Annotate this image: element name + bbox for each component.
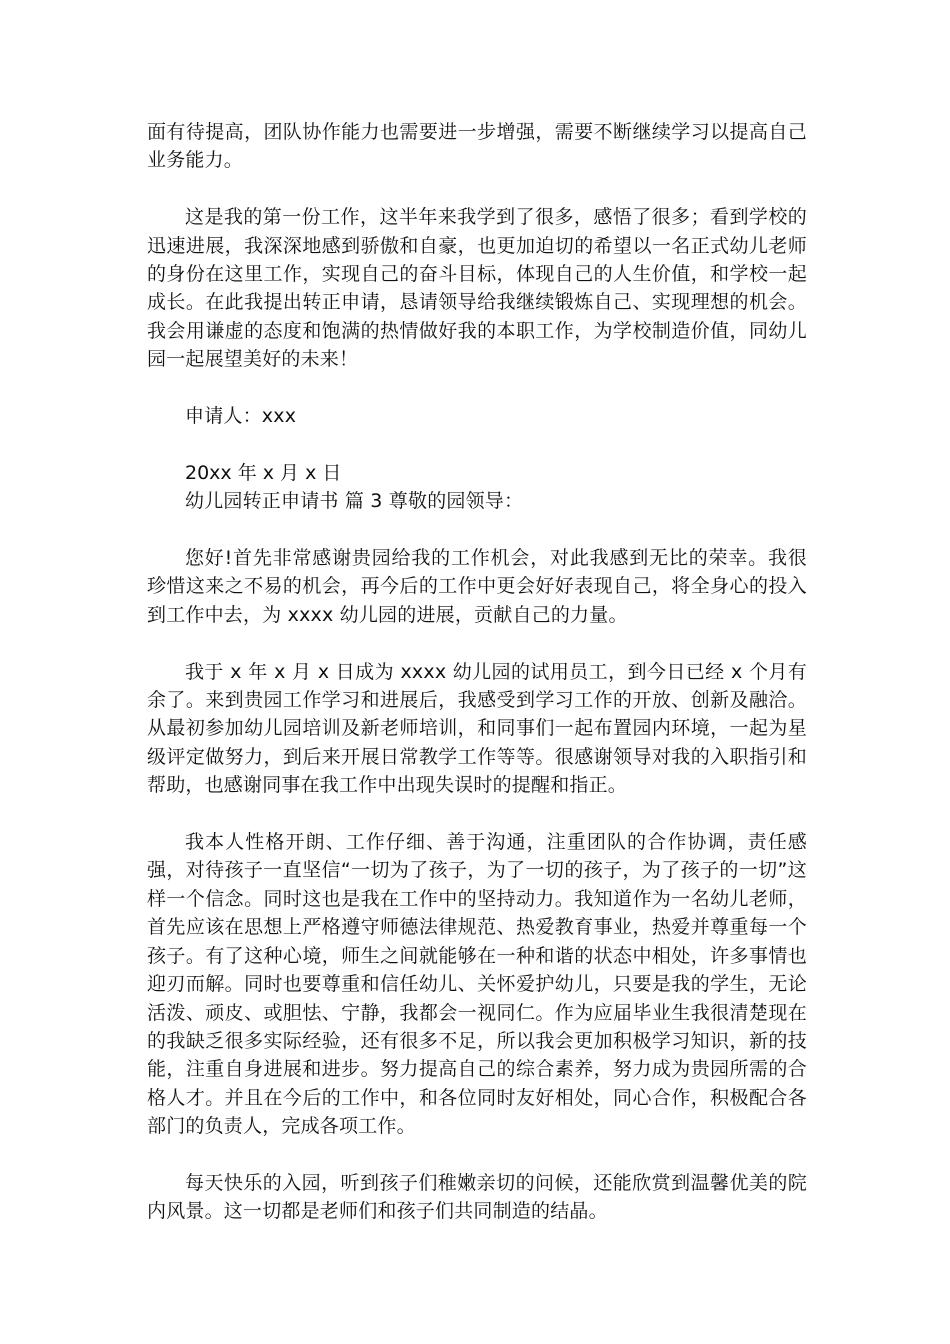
paragraph-continuation: 面有待提高，团队协作能力也需要进一步增强，需要不断继续学习以提高自己业务能力。 [147,121,807,172]
date-line: 20xx 年 x 月 x 日 [185,461,342,484]
applicant-line: 申请人：xxx [185,405,297,428]
paragraph-first-job: 这是我的第一份工作，这半年来我学到了很多，感悟了很多；看到学校的迅速进展，我深深地感到骄傲和自豪，也更加迫切的希望以一名正式幼儿老师的身份在这里工作，实现自己的奋斗目标，体现自己的人生价值，和学校一起成长。在此我提出转正申请，恳请领导给我继续锻炼自己、实现理想的机会。我会用谦虚的态度和饱满的热情做好我的本职工作，为学校制造价值，同幼儿园一起展望美好的未来！ [147,206,807,371]
section-heading-salutation: 幼儿园转正申请书 篇 3 尊敬的园领导： [185,490,524,513]
paragraph-probation: 我于 x 年 x 月 x 日成为 xxxx 幼儿园的试用员工，到今日已经 x 个月有余了。来到贵园工作学习和进展后，我感受到学习工作的开放、创新及融洽。从最初参加幼儿园培训及新老师培训，和同事们一起布置园内环境，一起为星级评定做努力，到后来开展日常教学工作等等。很感谢领导对我的入职指引和帮助，也感谢同事在我工作中出现失误时的提醒和指正。 [147,660,807,797]
paragraph-personality: 我本人性格开朗、工作仔细、善于沟通，注重团队的合作协调，责任感强，对待孩子一直坚信“一切为了孩子，为了一切的孩子，为了孩子的一切”这样一个信念。同时这也是我在工作中的坚持动力。我知道作为一名幼儿老师，首先应该在思想上严格遵守师德法律规范、热爱教育事业，热爱并尊重每一个孩子。有了这种心境，师生之间就能够在一种和谐的状态中相处，许多事情也迎刃而解。同时也要尊重和信任幼儿、关怀爱护幼儿，只要是我的学生，无论活泼、顽皮、或胆怯、宁静，我都会一视同仁。作为应届毕业生我很清楚现在的我缺乏很多实际经验，还有很多不足，所以我会更加积极学习知识，新的技能，注重自身进展和进步。努力提高自己的综合素养，努力成为贵园所需的合格人才。并且在今后的工作中，和各位同时友好相处，同心合作，积极配合各部门的负责人，完成各项工作。 [147,831,807,1138]
paragraph-daily: 每天快乐的入园，听到孩子们稚嫩亲切的问候，还能欣赏到温馨优美的院内风景。这一切都是老师们和孩子们共同制造的结晶。 [147,1171,807,1223]
paragraph-thanks: 您好!首先非常感谢贵园给我的工作机会，对此我感到无比的荣幸。我很珍惜这来之不易的机会，再今后的工作中更会好好表现自己，将全身心的投入到工作中去，为 xxxx 幼儿园的进展，贡献自己的力量。 [147,547,807,626]
document-page [147,118,807,1254]
